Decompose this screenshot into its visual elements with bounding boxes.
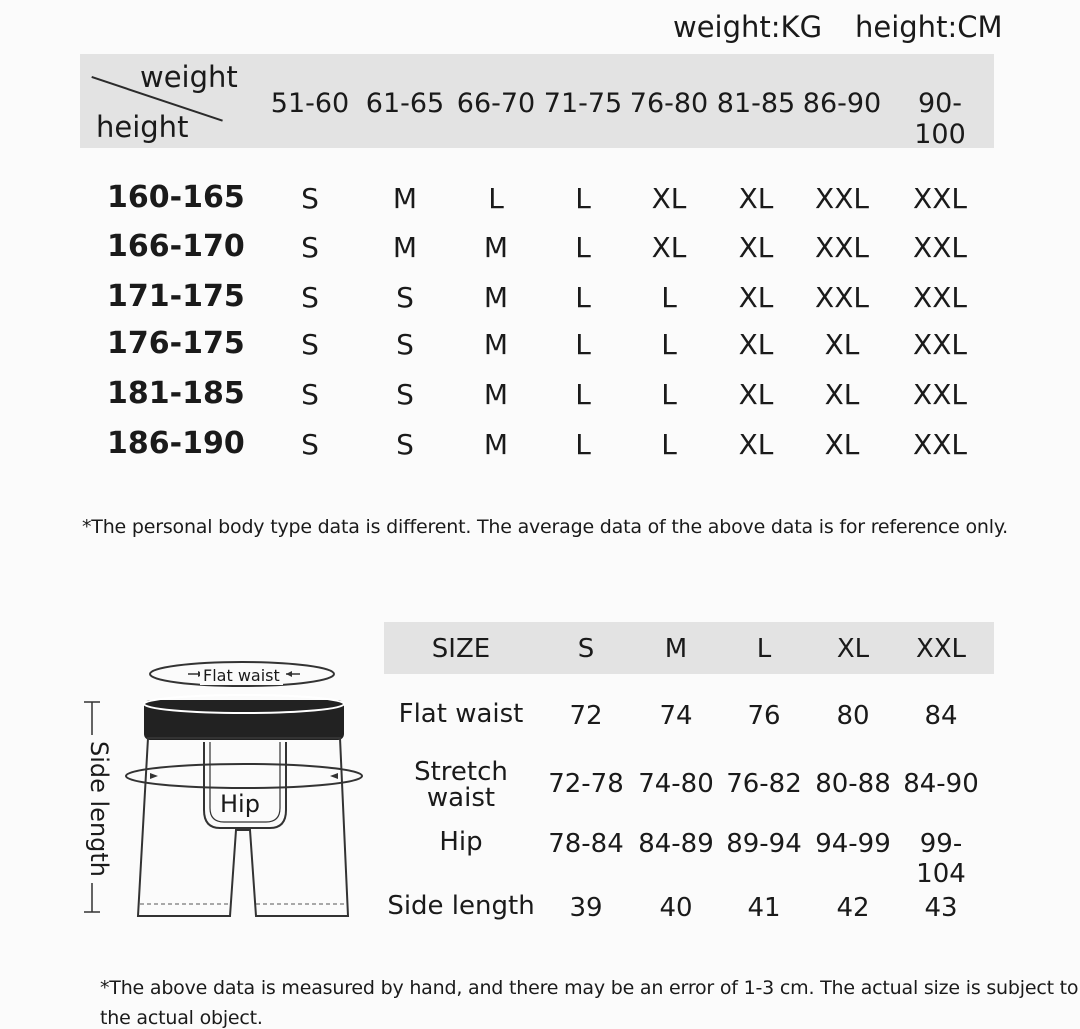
size-cell: L [575,182,591,215]
measurement-value: 42 [836,893,870,923]
size-cell: XXL [913,182,967,215]
weight-range-5: 76-80 [629,88,709,119]
size-cell: S [301,328,319,361]
size-cell: XXL [913,378,967,411]
measurement-value: 72-78 [548,769,624,799]
size-cell: L [661,428,677,461]
size-cell: XXL [815,182,869,215]
measurement-row-label-line: Flat waist [398,699,524,729]
size-cell: L [575,231,591,264]
measurement-value: 80 [836,701,870,731]
measurement-value: 74 [659,701,693,731]
size-column-m: M [664,634,688,664]
size-cell: M [392,182,418,215]
measurement-value: 40 [659,893,693,923]
measurement-row-label [386,829,536,855]
size-cell: XL [738,378,774,411]
measurement-value: 84-90 [903,769,979,799]
size-cell: M [483,231,509,264]
measurement-note-line2: the actual object. [100,1007,263,1029]
size-cell: S [396,328,414,361]
measurement-value: 74-80 [638,769,714,799]
size-cell: M [483,378,509,411]
measurement-value: 94-99 [815,829,891,859]
corner-height-label: height [96,110,189,144]
measurement-value: 76-82 [726,769,802,799]
height-range-label: 166-170 [107,229,245,264]
measurement-row-label-line: waist [426,783,496,813]
measurement-value: 89-94 [726,829,802,859]
size-cell: S [396,378,414,411]
measurement-row-label [386,893,536,919]
measurement-value: 72 [569,701,603,731]
weight-range-1: 51-60 [270,88,350,119]
size-cell: M [392,231,418,264]
size-cell: S [301,378,319,411]
measurement-row-label-line: Hip [439,827,483,857]
size-cell: XXL [913,428,967,461]
size-cell: XXL [913,328,967,361]
measurement-value: 84-89 [638,829,714,859]
size-cell: S [396,281,414,314]
weight-range-6: 81-85 [716,88,796,119]
weight-unit-label: weight:KG [673,10,823,44]
size-cell: L [575,281,591,314]
hip-diagram-label: Hip [220,790,260,818]
height-unit-label: height:CM [855,10,1003,44]
size-column-l: L [756,634,772,664]
size-cell: L [575,328,591,361]
size-cell: XL [738,231,774,264]
height-range-label: 181-185 [107,376,245,411]
size-cell: XL [738,428,774,461]
size-cell: L [488,182,504,215]
size-cell: XXL [815,231,869,264]
measurement-value: 39 [569,893,603,923]
size-column-xxl: XXL [915,634,967,664]
shorts-diagram [80,650,380,934]
size-cell: S [301,281,319,314]
size-cell: L [575,428,591,461]
size-cell: XL [738,328,774,361]
measurement-value: 99-104 [916,829,966,889]
size-cell: S [301,182,319,215]
size-cell: XL [824,378,860,411]
height-range-label: 171-175 [107,279,245,314]
height-range-label: 186-190 [107,426,245,461]
size-cell: S [301,428,319,461]
size-cell: M [483,328,509,361]
size-cell: S [396,428,414,461]
flat-waist-diagram-label: Flat waist [200,666,283,685]
measurement-note-line1: *The above data is measured by hand, and there may be an error of 1-3 cm. The actual size is subject to [100,977,1079,999]
weight-range-8: 90-100 [914,88,966,150]
size-cell: L [661,281,677,314]
height-range-label: 176-175 [107,326,245,361]
size-cell: XL [738,182,774,215]
weight-range-4: 71-75 [543,88,623,119]
size-cell: XL [651,182,687,215]
measurement-value: 78-84 [548,829,624,859]
size-cell: L [661,328,677,361]
size-cell: S [301,231,319,264]
measurement-value: 41 [747,893,781,923]
measurement-row-label-line: Side length [387,891,535,921]
measurement-row-label [386,759,536,811]
weight-range-2: 61-65 [365,88,445,119]
size-cell: XL [738,281,774,314]
size-cell: XL [824,328,860,361]
measurement-value: 80-88 [815,769,891,799]
size-cell: M [483,281,509,314]
size-cell: XXL [913,281,967,314]
size-cell: XXL [815,281,869,314]
size-column-xl: XL [836,634,870,664]
reference-note: *The personal body type data is different. The average data of the above data is for reference only. [82,516,1009,538]
side-length-diagram-label: Side length [85,735,113,883]
measurement-value: 76 [747,701,781,731]
size-cell: XXL [913,231,967,264]
size-cell: XL [651,231,687,264]
measurement-row-label [386,701,536,727]
size-cell: L [661,378,677,411]
corner-weight-label: weight [140,60,238,94]
measurement-row-label-line: Stretch [414,757,508,787]
weight-range-3: 66-70 [456,88,536,119]
size-column-s: S [577,634,595,664]
size-cell: M [483,428,509,461]
height-range-label: 160-165 [107,180,245,215]
size-cell: L [575,378,591,411]
size-cell: XL [824,428,860,461]
weight-range-7: 86-90 [802,88,882,119]
measurement-value: 84 [924,701,958,731]
size-header-label: SIZE [431,634,491,664]
measurement-value: 43 [924,893,958,923]
